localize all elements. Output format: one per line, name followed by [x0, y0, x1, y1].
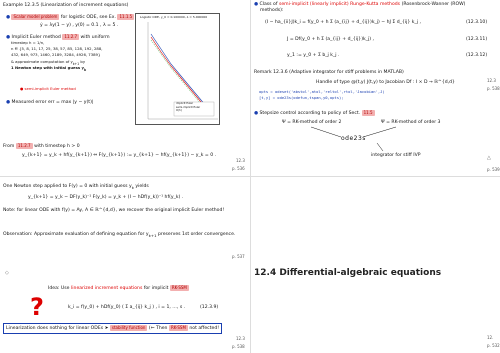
question-mark-icon: ?: [30, 293, 44, 321]
remark-title: Remark 12.3.6 (Adaptive integrator for stiff problems in MATLAB): [254, 70, 404, 75]
slide-stepsize: [251, 107, 500, 176]
text: not affected!: [189, 326, 220, 331]
bullet-icon: ●: [6, 15, 11, 20]
text: & approximate computation of y: [11, 59, 73, 64]
text-note: Note: for linear ODE with f(y) = Ay, A ∈ ℝ^{d,d}, we recover the original implicit Euler method!: [3, 208, 225, 213]
footer-page: p. 538: [487, 86, 500, 91]
footer-page: p. 532: [487, 343, 500, 348]
text: for logistic ODE, see Ex.: [60, 15, 116, 20]
ref-link[interactable]: 11.2.7: [17, 143, 31, 148]
text: Implicit Euler method: [11, 35, 61, 40]
text: Linearization does nothing for linear ODEs ➤: [6, 326, 109, 331]
equation-update: y_{k+1} = y_k − DF(y_k)⁻¹ F(y_k) = y_k + (I − hDf(y_k))⁻¹ hf(y_k) .: [28, 195, 184, 200]
text: Measured error err = max |y − y(t)|: [11, 100, 94, 105]
text-timestep: timestep h = 1/n,: [11, 40, 45, 45]
footer-section: 12.: [487, 335, 494, 340]
slide-linearized-idea: [0, 268, 250, 353]
text: semi-implicit Euler method: [24, 86, 76, 91]
highlight-term: linearized increment equations: [70, 286, 143, 291]
legend-entry-3: O(h): [176, 109, 182, 113]
text-approx: & approximate computation of $y_{k+1}$ by: [11, 59, 86, 66]
footer-page: p. 536: [232, 166, 245, 171]
text: by: [80, 59, 86, 64]
bullet-icon: ●: [6, 35, 11, 40]
bullet-icon: ●: [20, 86, 24, 91]
highlight-ref[interactable]: 11.2.7: [64, 34, 78, 39]
ref-link[interactable]: RK-SSM: [171, 285, 187, 290]
ref-link[interactable]: 11.5: [363, 110, 373, 115]
ref-link[interactable]: 11.1.5: [119, 14, 133, 19]
text: From: [3, 144, 15, 149]
footer-page: p. 538: [232, 344, 245, 349]
text-psitilde: Ψ̃ = RK-method of order 3: [381, 120, 441, 125]
text: with timestep h > 0: [34, 144, 80, 149]
text-methods: methods):: [260, 8, 284, 13]
bullet-icon: ●: [6, 100, 11, 105]
text-handle: Handle of type @(t,y) J(t,y) to Jacobian Df : I × D → ℝ^{d,d}: [316, 80, 455, 85]
equation-logistic: ẏ = λy(1 − y) , y(0) = 0.1 , λ = 5 .: [40, 23, 119, 28]
legend-entry-1: implicit Euler: [176, 102, 193, 105]
slide-dae: [251, 177, 500, 353]
convergence-plot: [135, 13, 220, 125]
slide-title: Example 12.3.5 (Linearization of increment equations): [3, 3, 129, 8]
section-title: 12.4 Differential-algebraic equations: [254, 268, 442, 278]
diamond-icon: ◇: [5, 270, 9, 276]
ref-link[interactable]: stability function: [111, 325, 146, 330]
slide-example-linearization: [0, 0, 250, 176]
equation-number: (12.3.9): [200, 305, 219, 310]
bullet-measured-error: [6, 100, 93, 106]
text-idea: [48, 285, 189, 292]
slide-newton-step: [0, 177, 250, 265]
arrow-diagram: [251, 125, 500, 165]
text: yields: [135, 184, 149, 189]
text-psi: Ψ = RK-method of order 2: [282, 120, 342, 125]
code-line-1: opts = odeset('abstol',atol,'reltol',rtol,'Jacobian',J): [259, 89, 385, 94]
bullet-semi-implicit: [20, 86, 76, 92]
equation-number-3: (12.3.12): [466, 53, 488, 58]
equation-linearized: k_i = f(y_0) + hDf(y_0) ( Σ a_{ij} k_j ) , i = 1, …, s .: [68, 305, 186, 310]
text-newton: 1 Newton step with initial guess $y_k$: [11, 65, 87, 72]
text-class: [254, 2, 465, 8]
text-observation: Observation: Approximate evaluation of defining equation for $y_{k+1}$ preserves 1st order convergence.: [3, 232, 236, 238]
text-n-set-1: n ∈ {5, 8, 11, 17, 25, 38, 57, 85, 128, 192, 288,: [11, 46, 103, 51]
implicit-euler-line: [151, 34, 211, 112]
footer-section: 12.3: [487, 78, 496, 83]
linearization-note-box: [3, 323, 222, 334]
bullet-icon: ●: [254, 111, 259, 116]
text: Observation: Approximate evaluation of defining equation for y: [3, 232, 149, 237]
from-line: [3, 143, 80, 150]
text: Stepsize control according to policy of Sect.: [259, 111, 361, 116]
equation-number-2: (12.3.11): [466, 37, 488, 42]
footer-page: p. 539: [487, 167, 500, 172]
bullet-model-problem: [6, 14, 134, 21]
text-integrator: integrator for stiff IVP: [371, 153, 421, 158]
plot-title: Logistic ODE, y_0 = 0.100000, λ = 5.000000: [140, 15, 208, 19]
equation-newton: y_{k+1} = y_k + hf(y_{k+1}) ⇔ F(y_{k+1}) := y_{k+1} − hf(y_{k+1}) − y_k = 0 .: [22, 153, 217, 158]
footer-section: 12.3: [236, 158, 245, 163]
arrow-left: [311, 127, 341, 137]
slide-rosenbrock: [251, 0, 500, 106]
footer-page: p. 537: [232, 254, 245, 259]
arrow-down: [377, 143, 383, 151]
text: Idea: Use: [48, 286, 70, 291]
footer-section: 12.3: [236, 336, 245, 341]
equation-1: (I − ha_{ii}J)k_i = f(y_0 + h Σ (a_{ij} + d_{ij})k_j) − hJ Σ d_{ij} k_j ,: [265, 20, 421, 25]
equation-number-1: (12.3.10): [466, 20, 488, 25]
legend-entry-2: semi-implicit Euler: [176, 105, 201, 109]
text: 1 Newton step with initial guess y: [11, 65, 84, 70]
equation-2: J = Df(y_0 + h Σ (a_{ij} + d_{ij})k_j) ,: [287, 37, 374, 42]
text: Class of: [259, 2, 278, 7]
text: (⇐ Then: [148, 326, 168, 331]
text-n-set-2: 432, 649, 973, 1460, 2189, 3284, 4926, 7389}: [11, 52, 101, 57]
bullet-icon: ●: [254, 2, 259, 7]
text: with uniform: [80, 35, 110, 40]
triangle-icon: △: [487, 155, 491, 161]
arrow-right: [363, 127, 396, 137]
text-newton-step: One Newton step applied to F(y) = 0 with initial guess $y_k$ yields: [3, 184, 149, 190]
text: for implicit: [143, 286, 169, 291]
ode23s-label: ode23s: [341, 135, 366, 142]
highlight-term: semi-implicit (linearly implicit) Runge-Kutta methods: [278, 2, 401, 7]
code-line-2: [t,y] = ode23s(odefun,tspan,y0,opts);: [259, 95, 344, 100]
text: (Rosenbrock-Wanner (ROW): [401, 2, 466, 7]
highlight-scalar-model[interactable]: Scalar model problem: [13, 14, 58, 19]
legend: [176, 102, 200, 113]
ref-link-ssm[interactable]: RK-SSM: [170, 325, 186, 330]
equation-3: y_1 := y_0 + Σ b_j k_j .: [287, 53, 340, 58]
text: preserves 1st order convergence.: [157, 232, 236, 237]
text-stepsize: [254, 110, 375, 117]
text: One Newton step applied to F(y) = 0 with initial guess y: [3, 184, 132, 189]
